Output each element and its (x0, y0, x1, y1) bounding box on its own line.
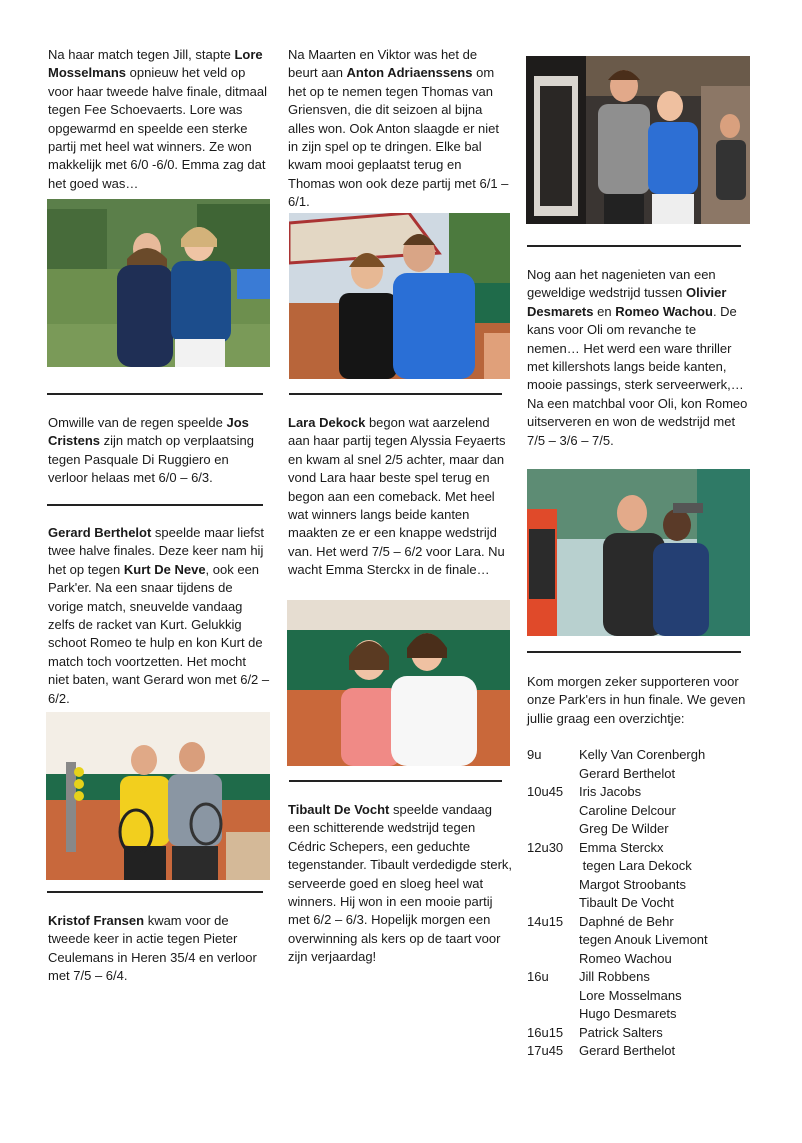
photo-two-men-outdoor-fence (527, 469, 750, 636)
schedule-names: Jill Robbens Lore Mosselmans Hugo Desmarets (579, 969, 682, 1021)
article-gerard-berthelot (48, 524, 270, 708)
photo-two-women-indoor-clay (287, 600, 510, 766)
schedule-time: 10u45 (527, 784, 564, 799)
schedule-time: 14u15 (527, 913, 564, 929)
schedule-row (527, 1024, 767, 1043)
paragraph: Na haar match tegen Jill, stapte Lore Mosselmans opnieuw het veld op voor haar tweede halve finale, ditmaal tegen Fee Schoevaerts. Lore was opgewarmd en speelde een sterke partij met heel wat winners. Ze won makkelijk met 6/0 -6/0. Emma zag dat het goed was… (48, 47, 267, 191)
article-anton-adriaenssens (288, 46, 510, 212)
schedule-time: 9u (527, 747, 542, 762)
schedule-names: Daphné de Behr tegen Anouk Livemont Romeo Wachou (579, 913, 708, 966)
photo-two-players-outdoor-court (289, 213, 510, 379)
paragraph: Na Maarten en Viktor was het de beurt aan Anton Adriaenssens om het op te nemen tegen Thomas van Griensven, die dit seizoen al bijna alles won. Ook Anton slaagde er niet in zijn spel op te dringen. Elke bal kwam mooi geplaatst terug en Thomas won ook deze partij met 6/1 – 6/1. (288, 47, 509, 210)
schedule-time: 16u15 (527, 1024, 564, 1040)
schedule-names: Patrick Salters (579, 1024, 663, 1040)
paragraph: Nog aan het nagenieten van een geweldige wedstrijd tussen Olivier Desmarets en Romeo Wachou. De kans voor Oli om revanche te nemen… Het werd een ware thriller met killershots langs beide kanten, mooie passings, sterk serveerwerk,… Na een matchbal voor Oli, kon Romeo uitserveren en won de wedstrijd met 7/5 – 3/6 – 7/5. (527, 267, 748, 448)
schedule-names: Gerard Berthelot (579, 1043, 676, 1058)
paragraph: Lara Dekock begon wat aarzelend aan haar partij tegen Alyssia Feyaerts en kwam al snel 2/5 achter, maar dan vond Lara haar beste spel terug en begon aan een comeback. Met heel wat winners langs beide kanten maakten ze er een knappe wedstrijd van. Het werd 7/5 – 6/2 voor Lara. Nu wacht Emma Sterckx in de finale… (288, 415, 506, 578)
separator-line (47, 891, 263, 893)
separator-line (289, 393, 502, 395)
schedule-time: 16u (527, 969, 549, 984)
paragraph: Tibault De Vocht speelde vandaag een schitterende wedstrijd tegen Cédric Schepers, een geduchte tegenstander. Tibault verdedigde sterk, serveerde goed en sloeg heel wat winners. Hij won in een mooie partij met 6/2 – 6/3. Hopelijk morgen een overwinning als kers op de taart voor zijn verjaardag! (288, 802, 513, 965)
photo-two-men-indoor-clay (46, 712, 270, 880)
finals-schedule (527, 746, 767, 1061)
separator-line (527, 651, 741, 653)
schedule-time: 17u45 (527, 1043, 564, 1058)
paragraph: Kristof Fransen kwam voor de tweede keer in actie tegen Pieter Ceulemans in Heren 35/4 en verloor met 7/5 – 6/4. (48, 913, 257, 984)
schedule-row (527, 1042, 767, 1061)
schedule-row (527, 746, 767, 783)
article-olivier-romeo (527, 266, 752, 450)
article-kristof-fransen (48, 912, 270, 986)
article-jos-cristens (48, 414, 270, 488)
separator-line (289, 780, 502, 782)
intro-finals (527, 673, 752, 728)
schedule-names: Emma Sterckx tegen Lara Dekock Margot Stroobants Tibault De Vocht (579, 839, 692, 910)
schedule-row (527, 783, 767, 839)
schedule-names: Kelly Van Corenbergh Gerard Berthelot (579, 747, 706, 781)
schedule-names: Iris Jacobs Caroline Delcour Greg De Wilder (579, 784, 676, 836)
paragraph: Kom morgen zeker supporteren voor onze Park'ers in hun finale. We geven jullie graag een overzichtje: (527, 674, 746, 726)
paragraph: Gerard Berthelot speelde maar liefst twee halve finales. Deze keer nam hij het op tegen Kurt De Neve, ook een Park'er. Na een snaar tijdens de vorige match, sneuvelde vandaag zelfs de racket van Kurt. Gelukkig schoot Romeo te hulp en kon Kurt de match toch voortzetten. Het mocht niet baten, want Gerard won met 6/2 – 6/2. (48, 525, 270, 706)
schedule-row (527, 839, 767, 913)
schedule-time: 12u30 (527, 839, 564, 855)
separator-line (527, 245, 741, 247)
schedule-row (527, 913, 767, 969)
photo-two-men-clubhouse (526, 56, 750, 224)
paragraph: Omwille van de regen speelde Jos Cristens zijn match op verplaatsing tegen Pasquale Di Ruggiero en verloor helaas met 6/0 – 6/3. (48, 415, 254, 486)
schedule-row (527, 968, 767, 1024)
separator-line (47, 504, 263, 506)
article-lore-mosselmans (48, 46, 268, 193)
article-tibault-de-vocht (288, 801, 513, 967)
separator-line (47, 393, 263, 395)
photo-two-girls-outdoor-court (47, 199, 270, 367)
article-lara-dekock (288, 414, 513, 580)
